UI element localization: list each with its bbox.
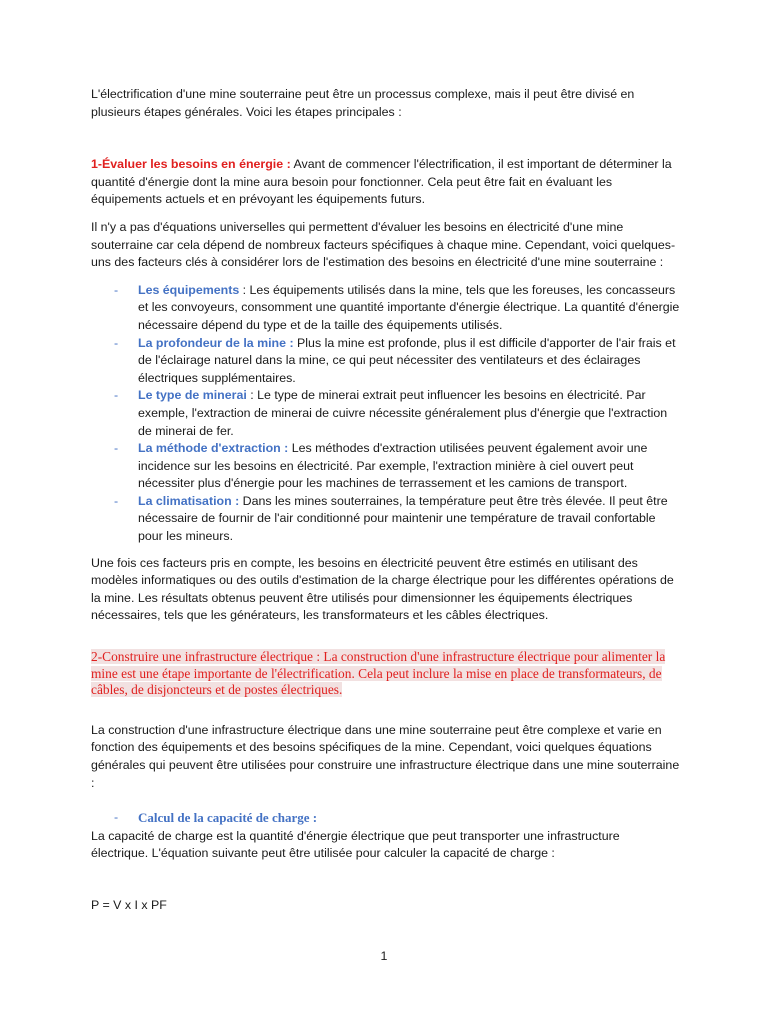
bullet-dash: - <box>114 335 119 350</box>
section-1-paragraph <box>91 156 680 209</box>
factors-list <box>91 282 680 546</box>
bullet-dash: - <box>114 388 119 403</box>
list-item <box>91 440 680 493</box>
factor-label: La profondeur de la mine : <box>138 335 294 350</box>
factor-text: : Le type de minerai extrait peut influencer les besoins en électricité. Par exemple, l'extraction de minerai de cuivre nécessite généralement plus d'énergie que l'extraction de minerai de fer. <box>138 388 668 438</box>
power-formula: P = V x I x PF <box>91 897 167 912</box>
page-number: 1 <box>380 949 388 963</box>
list-item <box>91 387 680 440</box>
bullet-dash: - <box>114 810 119 825</box>
section-2-highlighted-text: 2-Construire une infrastructure électrique : La construction d'une infrastructure électrique pour alimenter la mine est une étape importante de l'électrification. Cela peut inclure la mise en place de transformateurs, de câbles, de disjoncteurs et de postes électriques. <box>91 649 666 698</box>
factor-text: : Les équipements utilisés dans la mine, tels que les foreuses, les concasseurs et les convoyeurs, consomment une quantité importante d'énergie électrique. La quantité d'énergie nécessaire dépend du type et de la taille des équipements utilisés. <box>138 282 680 332</box>
factor-text: Les méthodes d'extraction utilisées peuvent également avoir une incidence sur les besoins en électricité. Par exemple, l'extraction minière à ciel ouvert peut nécessiter plus d'énergie pour les machines de terrassement et les camions de transport. <box>138 441 648 491</box>
section-2-paragraph <box>91 649 680 699</box>
estimate-paragraph: Une fois ces facteurs pris en compte, les besoins en électricité peuvent être estimés en utilisant des modèles informatiques ou des outils d'estimation de la charge électrique pour les différentes opérations de la mine. Les résultats obtenus peuvent être utilisés pour dimensionner les équipements électriques nécessaires, tels que les générateurs, les transformateurs et les câbles électriques. <box>91 555 674 623</box>
intro-paragraph: L'électrification d'une mine souterraine peut être un processus complexe, mais il peut être divisé en plusieurs étapes générales. Voici les étapes principales : <box>91 87 635 119</box>
capacity-subheading <box>91 809 680 828</box>
section-1-text: Avant de commencer l'électrification, il est important de déterminer la quantité d'énergie dont la mine aura besoin pour fonctionner. Cela peut être fait en évaluant les équipements actuels et en prévoyant les équipements futurs. <box>91 157 672 207</box>
list-item <box>91 493 680 546</box>
factor-text: Plus la mine est profonde, plus il est difficile d'apporter de l'air frais et de l'éclairage naturel dans la mine, ce qui peut nécessiter des ventilateurs et des éclairages électriques supplémentaires. <box>138 335 676 385</box>
list-item <box>91 282 680 335</box>
bullet-dash: - <box>114 282 119 297</box>
factor-text: Dans les mines souterraines, la température peut être très élevée. Il peut être nécessaire de fournir de l'air conditionné pour maintenir une température de travail confortable pour les mineurs. <box>138 493 668 544</box>
list-item <box>91 335 680 388</box>
factor-label: Le type de minerai <box>138 388 247 403</box>
infrastructure-paragraph: La construction d'une infrastructure électrique dans une mine souterraine peut être complexe et varie en fonction des équipements et des besoins spécifiques de la mine. Cependant, voici quelques équations générales qui peuvent être utilisées pour construire une infrastructure électrique dans une mine souterraine : <box>91 722 680 790</box>
bullet-dash: - <box>114 441 119 456</box>
factor-label: La méthode d'extraction : <box>138 441 289 456</box>
factor-label: Les équipements <box>138 282 240 297</box>
factors-intro-paragraph: Il n'y a pas d'équations universelles qui permettent d'évaluer les besoins en électricité d'une mine souterraine car cela dépend de nombreux facteurs spécifiques à chaque mine. Cependant, voici quelques-uns des facteurs clés à considérer lors de l'estimation des besoins en électricité d'une mine souterraine : <box>91 219 676 270</box>
bullet-dash: - <box>114 493 119 508</box>
factor-label: La climatisation : <box>138 493 240 508</box>
capacity-paragraph: La capacité de charge est la quantité d'énergie électrique que peut transporter une infrastructure électrique. L'équation suivante peut être utilisée pour calculer la capacité de charge : <box>91 828 620 861</box>
section-1-heading: 1-Évaluer les besoins en énergie : <box>91 157 291 172</box>
capacity-subheading-label: Calcul de la capacité de charge : <box>138 810 318 826</box>
